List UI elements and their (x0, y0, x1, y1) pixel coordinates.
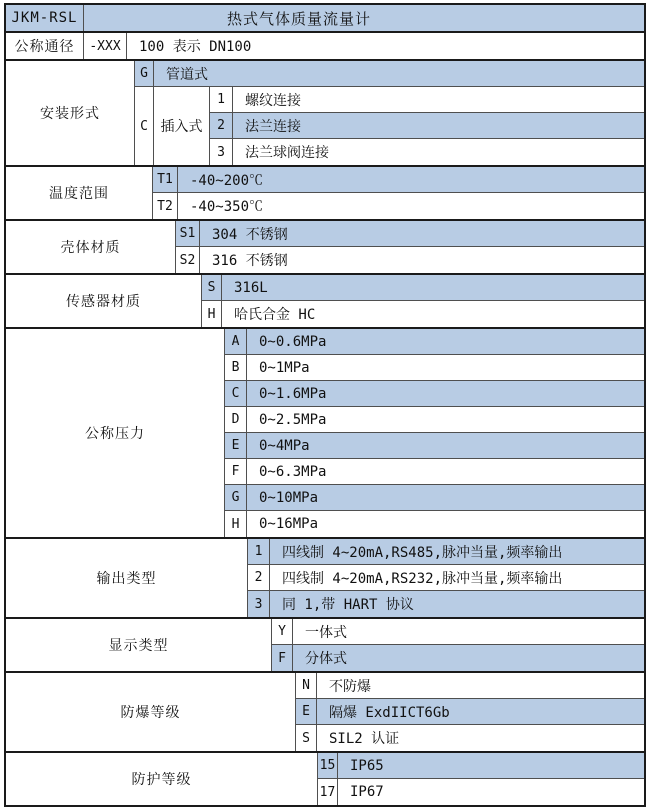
option-value: 0~10MPa (259, 489, 319, 506)
category-label: 显示类型 (6, 619, 272, 671)
option-value: 0~16MPa (259, 516, 319, 532)
table-row (225, 407, 644, 433)
page-title: 热式气体质量流量计 (226, 9, 371, 28)
section-explosion-proof-grade (6, 673, 644, 753)
table-row (210, 87, 644, 113)
table-row (210, 139, 644, 165)
table-row (176, 221, 644, 247)
option-value: 法兰连接 (245, 118, 301, 135)
option-value: 0~4MPa (259, 437, 310, 454)
option-value: 0~0.6MPa (259, 333, 327, 350)
table-row (225, 433, 644, 459)
option-value: 0~6.3MPa (259, 463, 327, 480)
option-code: S2 (176, 247, 200, 273)
category-label: 传感器材质 (6, 275, 202, 327)
option-value: IP65 (350, 757, 384, 774)
option-code: F (225, 459, 247, 484)
category-label: 壳体材质 (6, 221, 176, 273)
table-row (153, 193, 644, 219)
option-code: 3 (210, 139, 233, 165)
option-code: 1 (248, 539, 270, 564)
model-selection-table (4, 3, 646, 807)
section-header (6, 5, 644, 33)
category-label: 公称压力 (6, 329, 225, 537)
option-value: 316 不锈钢 (212, 253, 288, 269)
section-sensor-material (6, 275, 644, 329)
option-code: T2 (153, 193, 178, 219)
option-value: -40~350℃ (190, 199, 264, 215)
section-nominal-pressure (6, 329, 644, 539)
table-row (248, 565, 644, 591)
option-value: 0~1MPa (259, 359, 310, 376)
table-row (202, 301, 644, 327)
category-label: 防爆等级 (6, 673, 296, 751)
option-value: 隔爆 ExdIICT6Gb (329, 704, 450, 721)
table-row (318, 779, 644, 805)
section-installation-type (6, 61, 644, 167)
table-row (135, 61, 644, 87)
table-row (225, 459, 644, 485)
table-row (272, 619, 644, 645)
option-value: 0~1.6MPa (259, 385, 327, 402)
option-value: 304 不锈钢 (212, 226, 288, 243)
option-code: 2 (210, 113, 233, 138)
table-row (210, 113, 644, 139)
section-nominal-diameter (6, 33, 644, 61)
option-value: 管道式 (166, 66, 208, 83)
table-row (225, 511, 644, 537)
category-label: 安装形式 (6, 61, 135, 165)
option-code: E (296, 699, 317, 724)
option-value: 四线制 4~20mA,RS232,脉冲当量,频率输出 (282, 570, 563, 587)
option-code: 2 (248, 565, 270, 590)
option-value: 哈氏合金 HC (234, 307, 316, 323)
option-code: S (202, 275, 222, 300)
section-protection-grade (6, 753, 644, 805)
option-code: C (135, 87, 154, 165)
option-value: 四线制 4~20mA,RS485,脉冲当量,频率输出 (282, 544, 563, 561)
table-row (296, 673, 644, 699)
option-value: IP67 (350, 784, 384, 800)
table-row (225, 329, 644, 355)
section-shell-material (6, 221, 644, 275)
option-value: 法兰球阀连接 (245, 145, 329, 161)
option-value: 不防爆 (329, 678, 371, 695)
option-value: -40~200℃ (190, 172, 264, 189)
table-row (318, 753, 644, 779)
option-code: H (225, 511, 247, 537)
option-code: -XXX (84, 33, 127, 59)
section-output-type (6, 539, 644, 619)
table-row (225, 381, 644, 407)
option-code: Y (272, 619, 293, 644)
table-row (153, 167, 644, 193)
table-row (296, 699, 644, 725)
option-value: 100 表示 DN100 (139, 39, 252, 55)
option-value: 分体式 (305, 651, 347, 667)
table-row (202, 275, 644, 301)
option-code: 17 (318, 779, 338, 805)
category-label: 公称通径 (6, 33, 84, 59)
option-code: D (225, 407, 247, 432)
option-code: B (225, 355, 247, 380)
option-value: 0~2.5MPa (259, 411, 327, 428)
option-code: E (225, 433, 247, 458)
option-code: T1 (153, 167, 178, 192)
option-code: F (272, 645, 293, 671)
option-code: A (225, 329, 247, 354)
table-row (84, 33, 644, 59)
option-value: 一体式 (305, 624, 347, 641)
table-row (225, 485, 644, 511)
category-label: 防护等级 (6, 753, 318, 805)
insert-type-group (135, 87, 644, 165)
option-code: S1 (176, 221, 200, 246)
option-code: G (135, 61, 154, 86)
model-code-cell: JKM-RSL (6, 5, 84, 31)
option-code: 1 (210, 87, 233, 112)
insert-type-label: 插入式 (154, 87, 210, 165)
table-row (248, 539, 644, 565)
option-value: SIL2 认证 (329, 731, 400, 747)
section-temperature-range (6, 167, 644, 221)
table-row (225, 355, 644, 381)
option-code: N (296, 673, 317, 698)
option-code: G (225, 485, 247, 510)
option-value: 螺纹连接 (245, 92, 301, 109)
option-code: 15 (318, 753, 338, 778)
option-value: 316L (234, 279, 268, 296)
option-code: C (225, 381, 247, 406)
category-label: 输出类型 (6, 539, 248, 617)
table-row (84, 5, 644, 31)
option-code: S (296, 725, 317, 751)
option-code: 3 (248, 591, 270, 617)
section-display-type (6, 619, 644, 673)
table-row (296, 725, 644, 751)
option-value: 同 1,带 HART 协议 (282, 597, 414, 613)
option-code: H (202, 301, 222, 327)
table-row (248, 591, 644, 617)
table-row (272, 645, 644, 671)
table-row (176, 247, 644, 273)
category-label: 温度范围 (6, 167, 153, 219)
